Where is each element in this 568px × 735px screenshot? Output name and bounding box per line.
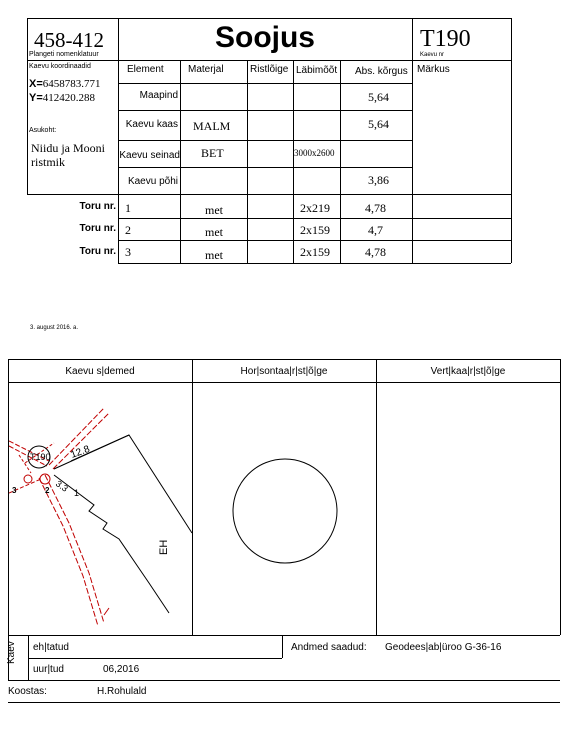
row-abs: 3,86 (368, 173, 389, 187)
rule (27, 60, 512, 61)
header-sketch: Kaevu s|demed (65, 366, 135, 377)
sketch-well-label: T190 (30, 452, 51, 462)
rule (560, 359, 561, 635)
x-value: 6458783.771 (42, 78, 101, 90)
well-number: T190 (420, 26, 471, 52)
x-coordinate (29, 78, 101, 90)
rule (412, 18, 413, 263)
well-sketch (9, 383, 192, 635)
surveyed-label: uur|tud (33, 664, 64, 675)
rule (376, 359, 377, 635)
pipe-material: met (205, 248, 223, 262)
sketch-pipe-1: 1 (74, 488, 80, 498)
col-cross: Ristlõige (250, 64, 289, 75)
coord-label: Kaevu koordinaadid (29, 63, 91, 70)
row-material: BET (201, 146, 224, 160)
side-label: Kaev (6, 641, 17, 664)
pipe-abs: 4,78 (365, 201, 386, 215)
y-value: 412420.288 (42, 92, 96, 104)
col-diameter: Läbimõõt (296, 65, 338, 76)
rule (27, 18, 28, 194)
rule (118, 167, 412, 168)
pipe-diameter: 2x219 (300, 201, 330, 215)
pipe-label: Toru nr. (79, 246, 116, 257)
y-coordinate (29, 92, 95, 104)
pipe-abs: 4,7 (368, 223, 383, 237)
row-element: Kaevu seinad (119, 150, 180, 161)
sketch-pipe-2: 2 (45, 486, 50, 495)
pipe-nr: 1 (125, 201, 131, 215)
row-material: MALM (193, 119, 231, 133)
surveyed-value: 06,2016 (103, 664, 140, 675)
rule (282, 635, 283, 658)
author-value: H.Rohulald (97, 686, 147, 697)
source-value: Geodees|ab|üroo G-36-16 (385, 642, 502, 653)
pipe-nr: 2 (125, 223, 131, 237)
rule (180, 60, 181, 263)
pipe-material: met (205, 203, 223, 217)
rule (247, 60, 248, 263)
rule (340, 60, 341, 263)
sketch-dim-2: 3.3 (53, 478, 70, 494)
location-label: Asukoht: (29, 127, 57, 134)
sketch-dim-1: 12.8 (69, 443, 92, 461)
rule (118, 110, 412, 111)
location-value: Niidu ja Mooni ristmik (31, 141, 105, 169)
rule (118, 240, 511, 241)
horizontal-section (193, 383, 376, 635)
row-element: Kaevu kaas (125, 119, 178, 130)
rule (118, 218, 511, 219)
nomenclature-label: Plangeti nomenklatuur (29, 51, 99, 58)
pipe-diameter: 2x159 (300, 245, 330, 259)
rule (118, 140, 412, 141)
header-vertical: Vert|kaa|r|st|õ|ge (430, 366, 506, 377)
pipe-material: met (205, 225, 223, 239)
col-notes: Märkus (417, 64, 450, 75)
sketch-eh-label: EH (158, 539, 170, 555)
rule (511, 18, 512, 263)
source-label: Andmed saadud: (291, 642, 367, 653)
well-number-label: Kaevu nr (420, 52, 445, 58)
rule (118, 263, 511, 264)
rule (293, 60, 294, 263)
row-abs: 5,64 (368, 117, 389, 131)
page-title: Soojus (214, 21, 315, 54)
row-element: Maapind (139, 90, 178, 101)
col-element: Element (127, 64, 164, 75)
row-diameter: 3000x2600 (294, 148, 335, 158)
rule (8, 359, 560, 360)
pipe-nr: 3 (125, 245, 131, 259)
rule (118, 83, 412, 84)
sketch-pipe-3: 3 (12, 486, 17, 495)
col-material: Materjal (188, 64, 224, 75)
col-abs: Abs. kõrgus (355, 66, 408, 77)
pipe-label: Toru nr. (79, 223, 116, 234)
y-label: Y= (29, 92, 43, 104)
rule (28, 658, 282, 659)
rule (8, 702, 560, 703)
pipe-abs: 4,78 (365, 245, 386, 259)
rule (8, 635, 560, 636)
document-date: 3. august 2016. a. (30, 325, 79, 331)
nomenclature-number: 458-412 (34, 28, 104, 52)
pipe-label: Toru nr. (79, 201, 116, 212)
row-abs: 5,64 (368, 90, 389, 104)
row-element: Kaevu põhi (127, 176, 178, 187)
x-label: X= (29, 78, 43, 90)
header-horizontal: Hor|sontaa|r|st|õ|ge (240, 366, 328, 377)
pipe-diameter: 2x159 (300, 223, 330, 237)
rule (8, 680, 560, 681)
rule (118, 194, 511, 195)
built-label: eh|tatud (33, 642, 69, 653)
rule (27, 194, 118, 195)
author-label: Koostas: (8, 686, 47, 697)
